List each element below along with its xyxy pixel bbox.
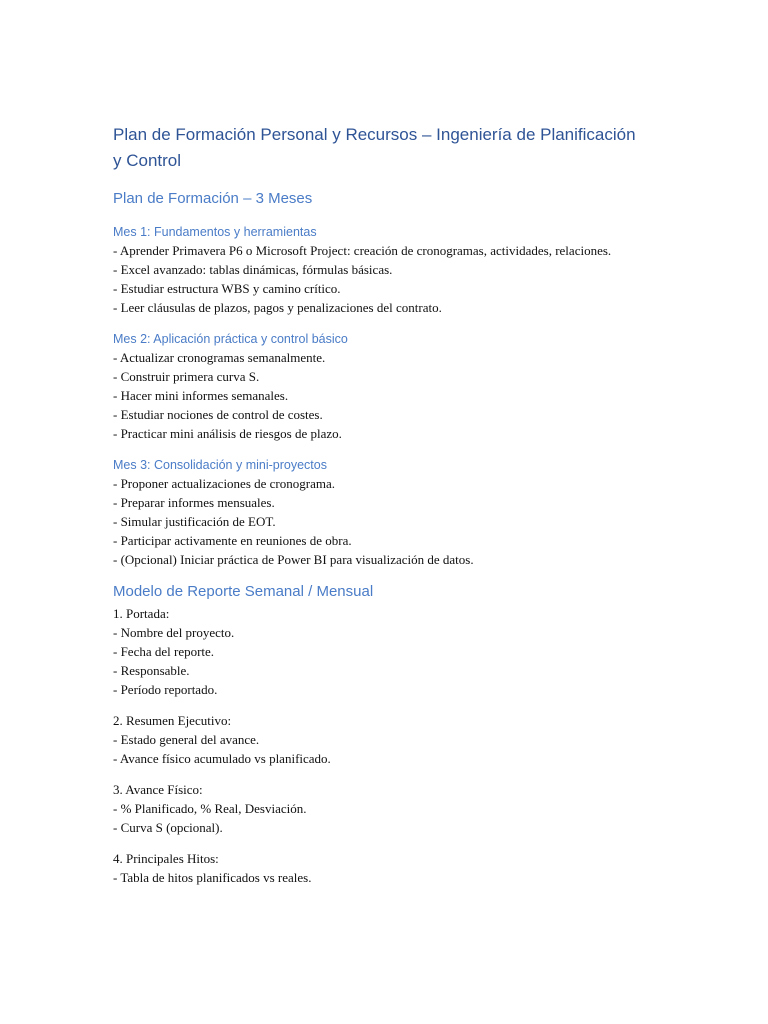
month2-item: - Actualizar cronogramas semanalmente.: [113, 350, 326, 365]
report-section-heading: 4. Principales Hitos:: [113, 851, 219, 866]
report-heading: Modelo de Reporte Semanal / Mensual: [113, 583, 374, 600]
month3-item: - (Opcional) Iniciar práctica de Power BI para visualización de datos.: [113, 552, 474, 567]
report-section-item: - Fecha del reporte.: [113, 644, 215, 659]
month2-item: - Estudiar nociones de control de costes.: [113, 407, 323, 422]
plan-heading: Plan de Formación – 3 Meses: [113, 190, 313, 207]
report-section-item: - Tabla de hitos planificados vs reales.: [113, 870, 312, 885]
report-section-item: - Período reportado.: [113, 682, 218, 697]
month1-item: - Estudiar estructura WBS y camino crítico.: [113, 281, 341, 296]
report-section-item: - Estado general del avance.: [113, 732, 260, 747]
month1-item: - Excel avanzado: tablas dinámicas, fórmulas básicas.: [113, 262, 393, 277]
month2-item: - Construir primera curva S.: [113, 369, 260, 384]
month2-item: - Practicar mini análisis de riesgos de plazo.: [113, 426, 342, 441]
month3-item: - Proponer actualizaciones de cronograma.: [113, 476, 335, 491]
report-section-item: - Curva S (opcional).: [113, 820, 223, 835]
month3-item: - Preparar informes mensuales.: [113, 495, 275, 510]
report-section-item: - Avance físico acumulado vs planificado.: [113, 751, 331, 766]
report-section-item: - Responsable.: [113, 663, 190, 678]
document-title: Plan de Formación Personal y Recursos – Ingeniería de Planificación y Control: [113, 125, 636, 170]
month1-item: - Aprender Primavera P6 o Microsoft Project: creación de cronogramas, actividades, relaciones.: [113, 243, 612, 258]
month2-item: - Hacer mini informes semanales.: [113, 388, 289, 403]
month3-item: - Participar activamente en reuniones de obra.: [113, 533, 352, 548]
month1-heading: Mes 1: Fundamentos y herramientas: [113, 225, 317, 239]
report-section-heading: 2. Resumen Ejecutivo:: [113, 713, 232, 728]
month2-heading: Mes 2: Aplicación práctica y control básico: [113, 332, 348, 346]
month3-heading: Mes 3: Consolidación y mini-proyectos: [113, 458, 327, 472]
report-section-heading: 1. Portada:: [113, 606, 170, 621]
report-section-heading: 3. Avance Físico:: [113, 782, 203, 797]
document-content: [113, 122, 643, 887]
report-section-item: - Nombre del proyecto.: [113, 625, 235, 640]
report-section-item: - % Planificado, % Real, Desviación.: [113, 801, 307, 816]
month1-item: - Leer cláusulas de plazos, pagos y penalizaciones del contrato.: [113, 300, 442, 315]
month3-item: - Simular justificación de EOT.: [113, 514, 276, 529]
